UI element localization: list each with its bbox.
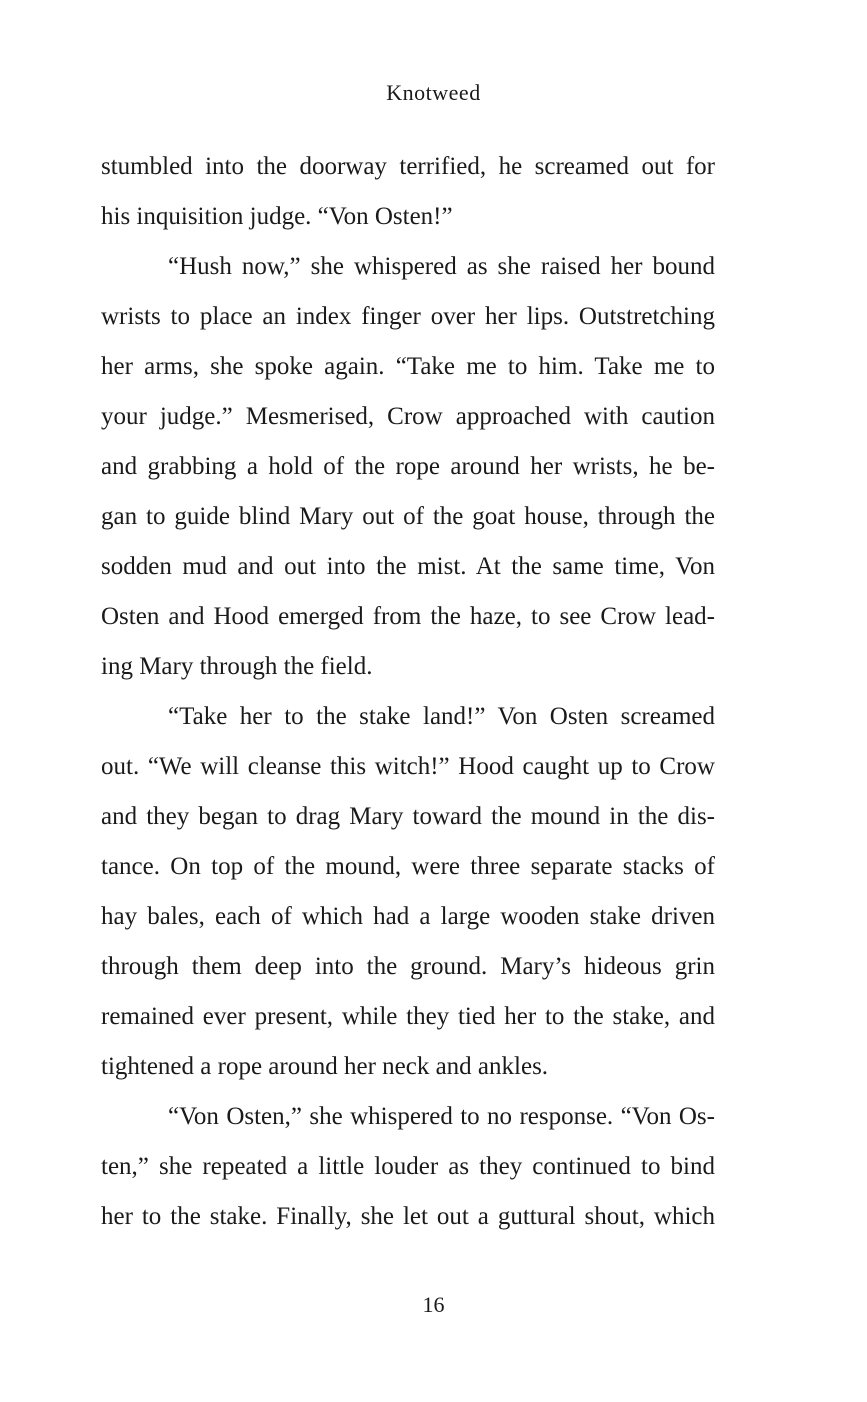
body-text [101, 142, 715, 1242]
text-line: tightened a rope around her neck and ankles. [101, 1053, 549, 1080]
text-line: “Take her to the stake land!” Von Osten screamed [168, 703, 715, 730]
text-line: through them deep into the ground. Mary’s hideous grin [101, 953, 715, 980]
text-line: sodden mud and out into the mist. At the same time, Von [101, 553, 715, 580]
text-line: ing Mary through the field. [101, 653, 373, 680]
text-line: tance. On top of the mound, were three separate stacks of [101, 853, 715, 880]
text-line: his inquisition judge. “Von Osten!” [101, 203, 453, 230]
text-line: her to the stake. Finally, she let out a guttural shout, which [101, 1203, 715, 1230]
text-line: and they began to drag Mary toward the mound in the dis- [101, 803, 715, 830]
text-line: wrists to place an index finger over her lips. Outstretching [101, 303, 715, 330]
text-line: “Hush now,” she whispered as she raised her bound [168, 253, 715, 280]
text-line: out. “We will cleanse this witch!” Hood caught up to Crow [101, 753, 715, 780]
page-number: 16 [422, 1292, 445, 1317]
text-line: stumbled into the doorway terrified, he screamed out for [101, 153, 715, 180]
text-line: gan to guide blind Mary out of the goat house, through the [101, 503, 715, 530]
text-line: her arms, she spoke again. “Take me to him. Take me to [101, 353, 715, 380]
text-line: Osten and Hood emerged from the haze, to see Crow lead- [101, 603, 715, 630]
running-header-title: Knotweed [386, 80, 481, 105]
text-line: remained ever present, while they tied her to the stake, and [101, 1003, 715, 1030]
text-line: hay bales, each of which had a large wooden stake driven [101, 903, 715, 930]
text-line: your judge.” Mesmerised, Crow approached with caution [101, 403, 715, 430]
text-line: ten,” she repeated a little louder as they continued to bind [101, 1153, 715, 1180]
text-line: and grabbing a hold of the rope around her wrists, he be- [101, 453, 715, 480]
text-line: “Von Osten,” she whispered to no response. “Von Os- [168, 1103, 715, 1130]
